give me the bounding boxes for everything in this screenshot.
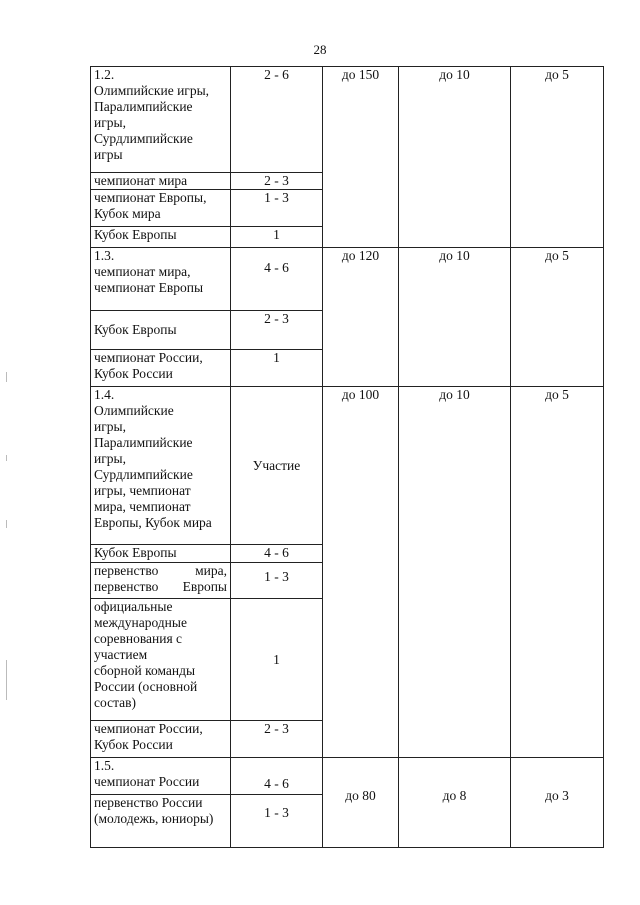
competition-cell: 1.5. чемпионат России	[91, 758, 231, 795]
competition-cell: чемпионат России, Кубок России	[91, 350, 231, 387]
competition-cell: первенство мира, первенство Европы	[91, 563, 231, 599]
place-cell: 1 - 3	[231, 795, 323, 848]
table-row	[91, 67, 604, 173]
place-cell: 1	[231, 227, 323, 248]
competition-cell: первенство России (молодежь, юниоры)	[91, 795, 231, 848]
place-cell: 1 - 3	[231, 190, 323, 227]
value-cell-1: до 150	[323, 67, 399, 248]
place-cell: 4 - 6	[231, 545, 323, 563]
scan-mark	[6, 372, 7, 382]
place-cell: 4 - 6	[231, 758, 323, 795]
place-cell: 1	[231, 599, 323, 721]
value-cell-3: до 5	[511, 387, 604, 758]
competition-cell: чемпионат Европы, Кубок мира	[91, 190, 231, 227]
place-cell: 2 - 3	[231, 173, 323, 190]
value-cell-2: до 10	[399, 387, 511, 758]
scan-mark	[6, 520, 7, 528]
competition-cell: 1.4. Олимпийские игры, Паралимпийские игры, Сурдлимпийские игры, чемпионат мира, чемпионат Европы, Кубок мира	[91, 387, 231, 545]
competition-cell: официальные международные соревнования с участием сборной команды России (основной состав)	[91, 599, 231, 721]
competition-cell: 1.2. Олимпийские игры, Паралимпийские игры, Сурдлимпийские игры	[91, 67, 231, 173]
table-row	[91, 758, 604, 795]
value-cell-2: до 10	[399, 248, 511, 387]
table-row	[91, 248, 604, 311]
value-cell-3: до 5	[511, 67, 604, 248]
place-cell: 1	[231, 350, 323, 387]
place-cell: 2 - 6	[231, 67, 323, 173]
scan-mark	[6, 455, 7, 461]
place-cell: 1 - 3	[231, 563, 323, 599]
competition-cell: 1.3. чемпионат мира, чемпионат Европы	[91, 248, 231, 311]
value-cell-1: до 120	[323, 248, 399, 387]
place-cell: 2 - 3	[231, 311, 323, 350]
place-cell: Участие	[231, 387, 323, 545]
value-cell-1: до 80	[323, 758, 399, 848]
results-table	[90, 66, 604, 848]
table-row	[91, 387, 604, 545]
place-cell: 2 - 3	[231, 721, 323, 758]
page-number: 28	[313, 42, 327, 57]
competition-cell: Кубок Европы	[91, 227, 231, 248]
competition-cell: Кубок Европы	[91, 545, 231, 563]
competition-cell: чемпионат мира	[91, 173, 231, 190]
value-cell-2: до 10	[399, 67, 511, 248]
value-cell-1: до 100	[323, 387, 399, 758]
competition-cell: Кубок Европы	[91, 311, 231, 350]
value-cell-3: до 5	[511, 248, 604, 387]
competition-cell: чемпионат России, Кубок России	[91, 721, 231, 758]
scan-mark	[6, 660, 7, 700]
place-cell: 4 - 6	[231, 248, 323, 311]
value-cell-3: до 3	[511, 758, 604, 848]
value-cell-2: до 8	[399, 758, 511, 848]
